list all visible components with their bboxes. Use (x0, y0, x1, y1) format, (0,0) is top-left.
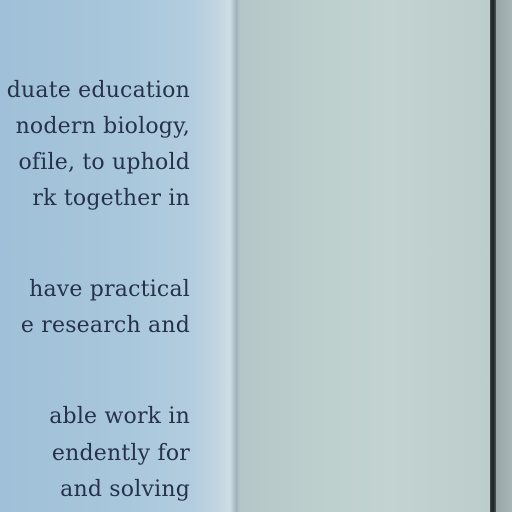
text-line-4: rk together in (32, 186, 190, 211)
text-line-5: have practical (29, 277, 190, 302)
text-line-6: e research and (20, 313, 190, 338)
text-line-9: and solving (60, 477, 190, 502)
text-line-7: able work in (49, 404, 190, 429)
blue-printed-panel (0, 0, 236, 512)
text-line-8: endently for (51, 441, 190, 466)
text-line-3: ofile, to uphold (18, 150, 190, 175)
text-line-2: nodern biology, (15, 114, 190, 139)
right-edge-strip (496, 0, 512, 512)
grey-blank-panel (240, 0, 492, 512)
text-line-1: duate education (6, 78, 190, 103)
